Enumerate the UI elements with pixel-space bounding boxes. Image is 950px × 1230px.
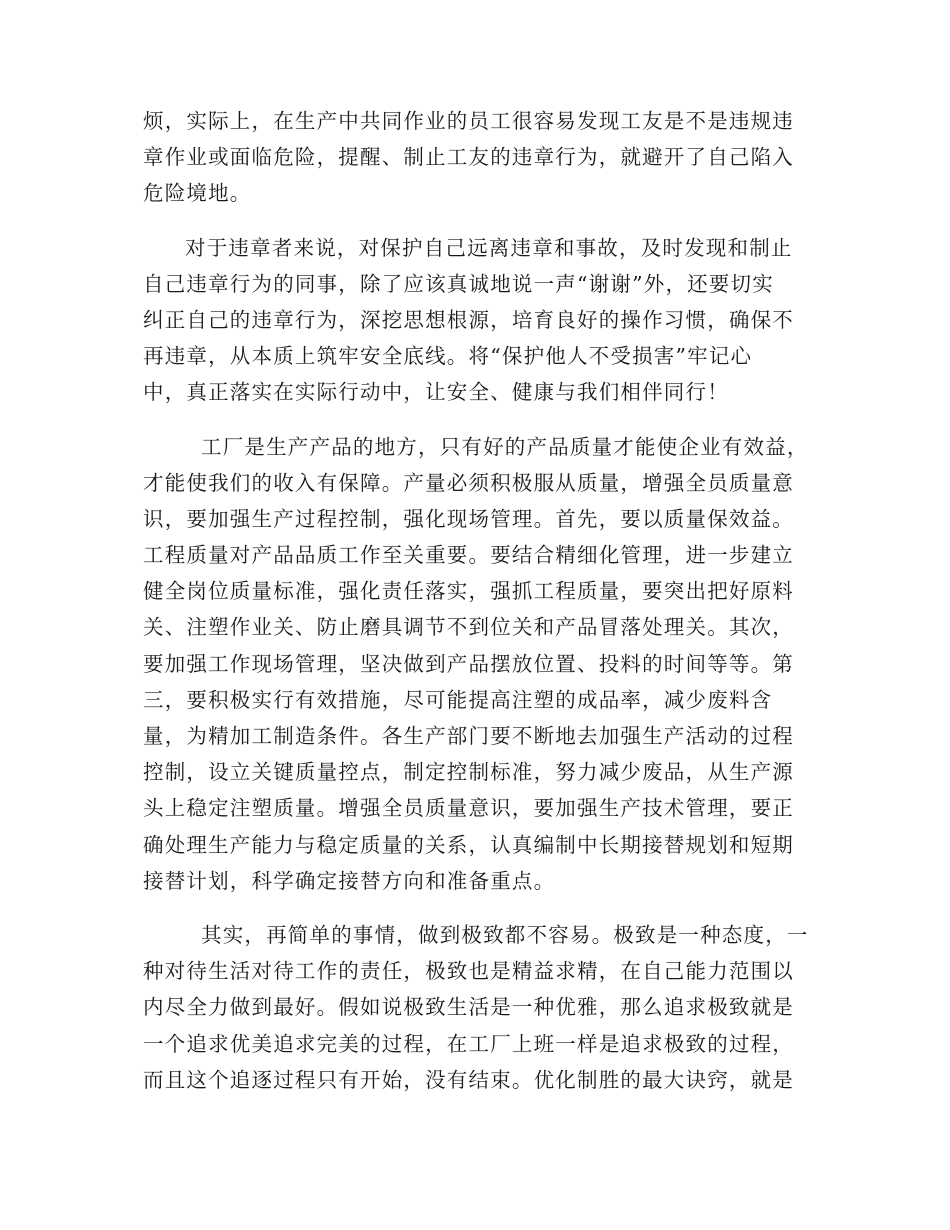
text-line: 才能使我们的收入有保障。产量必须积极服从质量，增强全员质量意 bbox=[143, 470, 794, 495]
text-line: 其实，再简单的事情，做到极致都不容易。极致是一种态度，一 bbox=[201, 922, 809, 947]
paragraph-gap bbox=[143, 212, 803, 230]
paragraph-3 bbox=[143, 429, 809, 899]
text-line: 量，为精加工制造条件。各生产部门要不断地去加强生产活动的过程 bbox=[143, 724, 794, 748]
text-line: 头上稳定注塑质量。增强全员质量意识，要加强生产技术管理，要正 bbox=[143, 796, 794, 821]
text-line: 确处理生产能力与稳定质量的关系，认真编制中长期接替规划和短期 bbox=[143, 832, 794, 857]
text-line: 再违章，从本质上筑牢安全底线。将“保护他人不受损害”牢记心 bbox=[143, 344, 753, 369]
text-line: 要加强工作现场管理，坚决做到产品摆放位置、投料的时间等等。第 bbox=[143, 651, 794, 676]
text-line: 接替计划，科学确定接替方向和准备重点。 bbox=[143, 868, 556, 893]
text-line: 对于违章者来说，对保护自己远离违章和事故，及时发现和制止 bbox=[185, 235, 793, 260]
text-line: 控制，设立关键质量控点，制定控制标准，努力减少废品，从生产源 bbox=[143, 760, 794, 785]
text-line: 中，真正落实在实际行动中，让安全、健康与我们相伴同行！ bbox=[143, 380, 729, 405]
paragraph-1 bbox=[143, 103, 803, 212]
paragraph-gap bbox=[143, 411, 803, 429]
text-line: 内尽全力做到最好。假如说极致生活是一种优雅，那么追求极致就是 bbox=[143, 995, 794, 1020]
text-line: 工厂是生产产品的地方，只有好的产品质量才能使企业有效益， bbox=[201, 434, 809, 459]
text-line: 关、注塑作业关、防止磨具调节不到位关和产品冒落处理关。其次， bbox=[143, 615, 794, 640]
text-line: 自己违章行为的同事，除了应该真诚地说一声“谢谢”外，还要切实 bbox=[143, 271, 774, 296]
text-line: 烦，实际上，在生产中共同作业的员工很容易发现工友是不是违规违 bbox=[143, 109, 794, 133]
text-line: 纠正自己的违章行为，深挖思想根源，培育良好的操作习惯，确保不 bbox=[143, 307, 794, 332]
text-line: 一个追求优美追求完美的过程，在工厂上班一样是追求极致的过程， bbox=[143, 1031, 794, 1056]
paragraph-gap bbox=[143, 899, 803, 917]
text-line: 识，要加强生产过程控制，强化现场管理。首先，要以质量保效益。 bbox=[143, 506, 794, 531]
text-line: 章作业或面临危险，提醒、制止工友的违章行为，就避开了自己陷入 bbox=[143, 145, 794, 170]
paragraph-4 bbox=[143, 917, 809, 1098]
text-line: 种对待生活对待工作的责任，极致也是精益求精，在自己能力范围以 bbox=[143, 959, 794, 984]
text-line: 健全岗位质量标准，强化责任落实，强抓工程质量，要突出把好原料 bbox=[143, 579, 794, 604]
text-line: 危险境地。 bbox=[143, 181, 252, 206]
text-line: 而且这个追逐过程只有开始，没有结束。优化制胜的最大诀窍，就是 bbox=[143, 1067, 794, 1092]
text-line: 三，要积极实行有效措施，尽可能提高注塑的成品率，减少废料含 bbox=[143, 687, 773, 712]
document-body bbox=[143, 103, 809, 1098]
paragraph-2 bbox=[143, 230, 803, 411]
text-line: 工程质量对产品品质工作至关重要。要结合精细化管理，进一步建立 bbox=[143, 543, 794, 568]
